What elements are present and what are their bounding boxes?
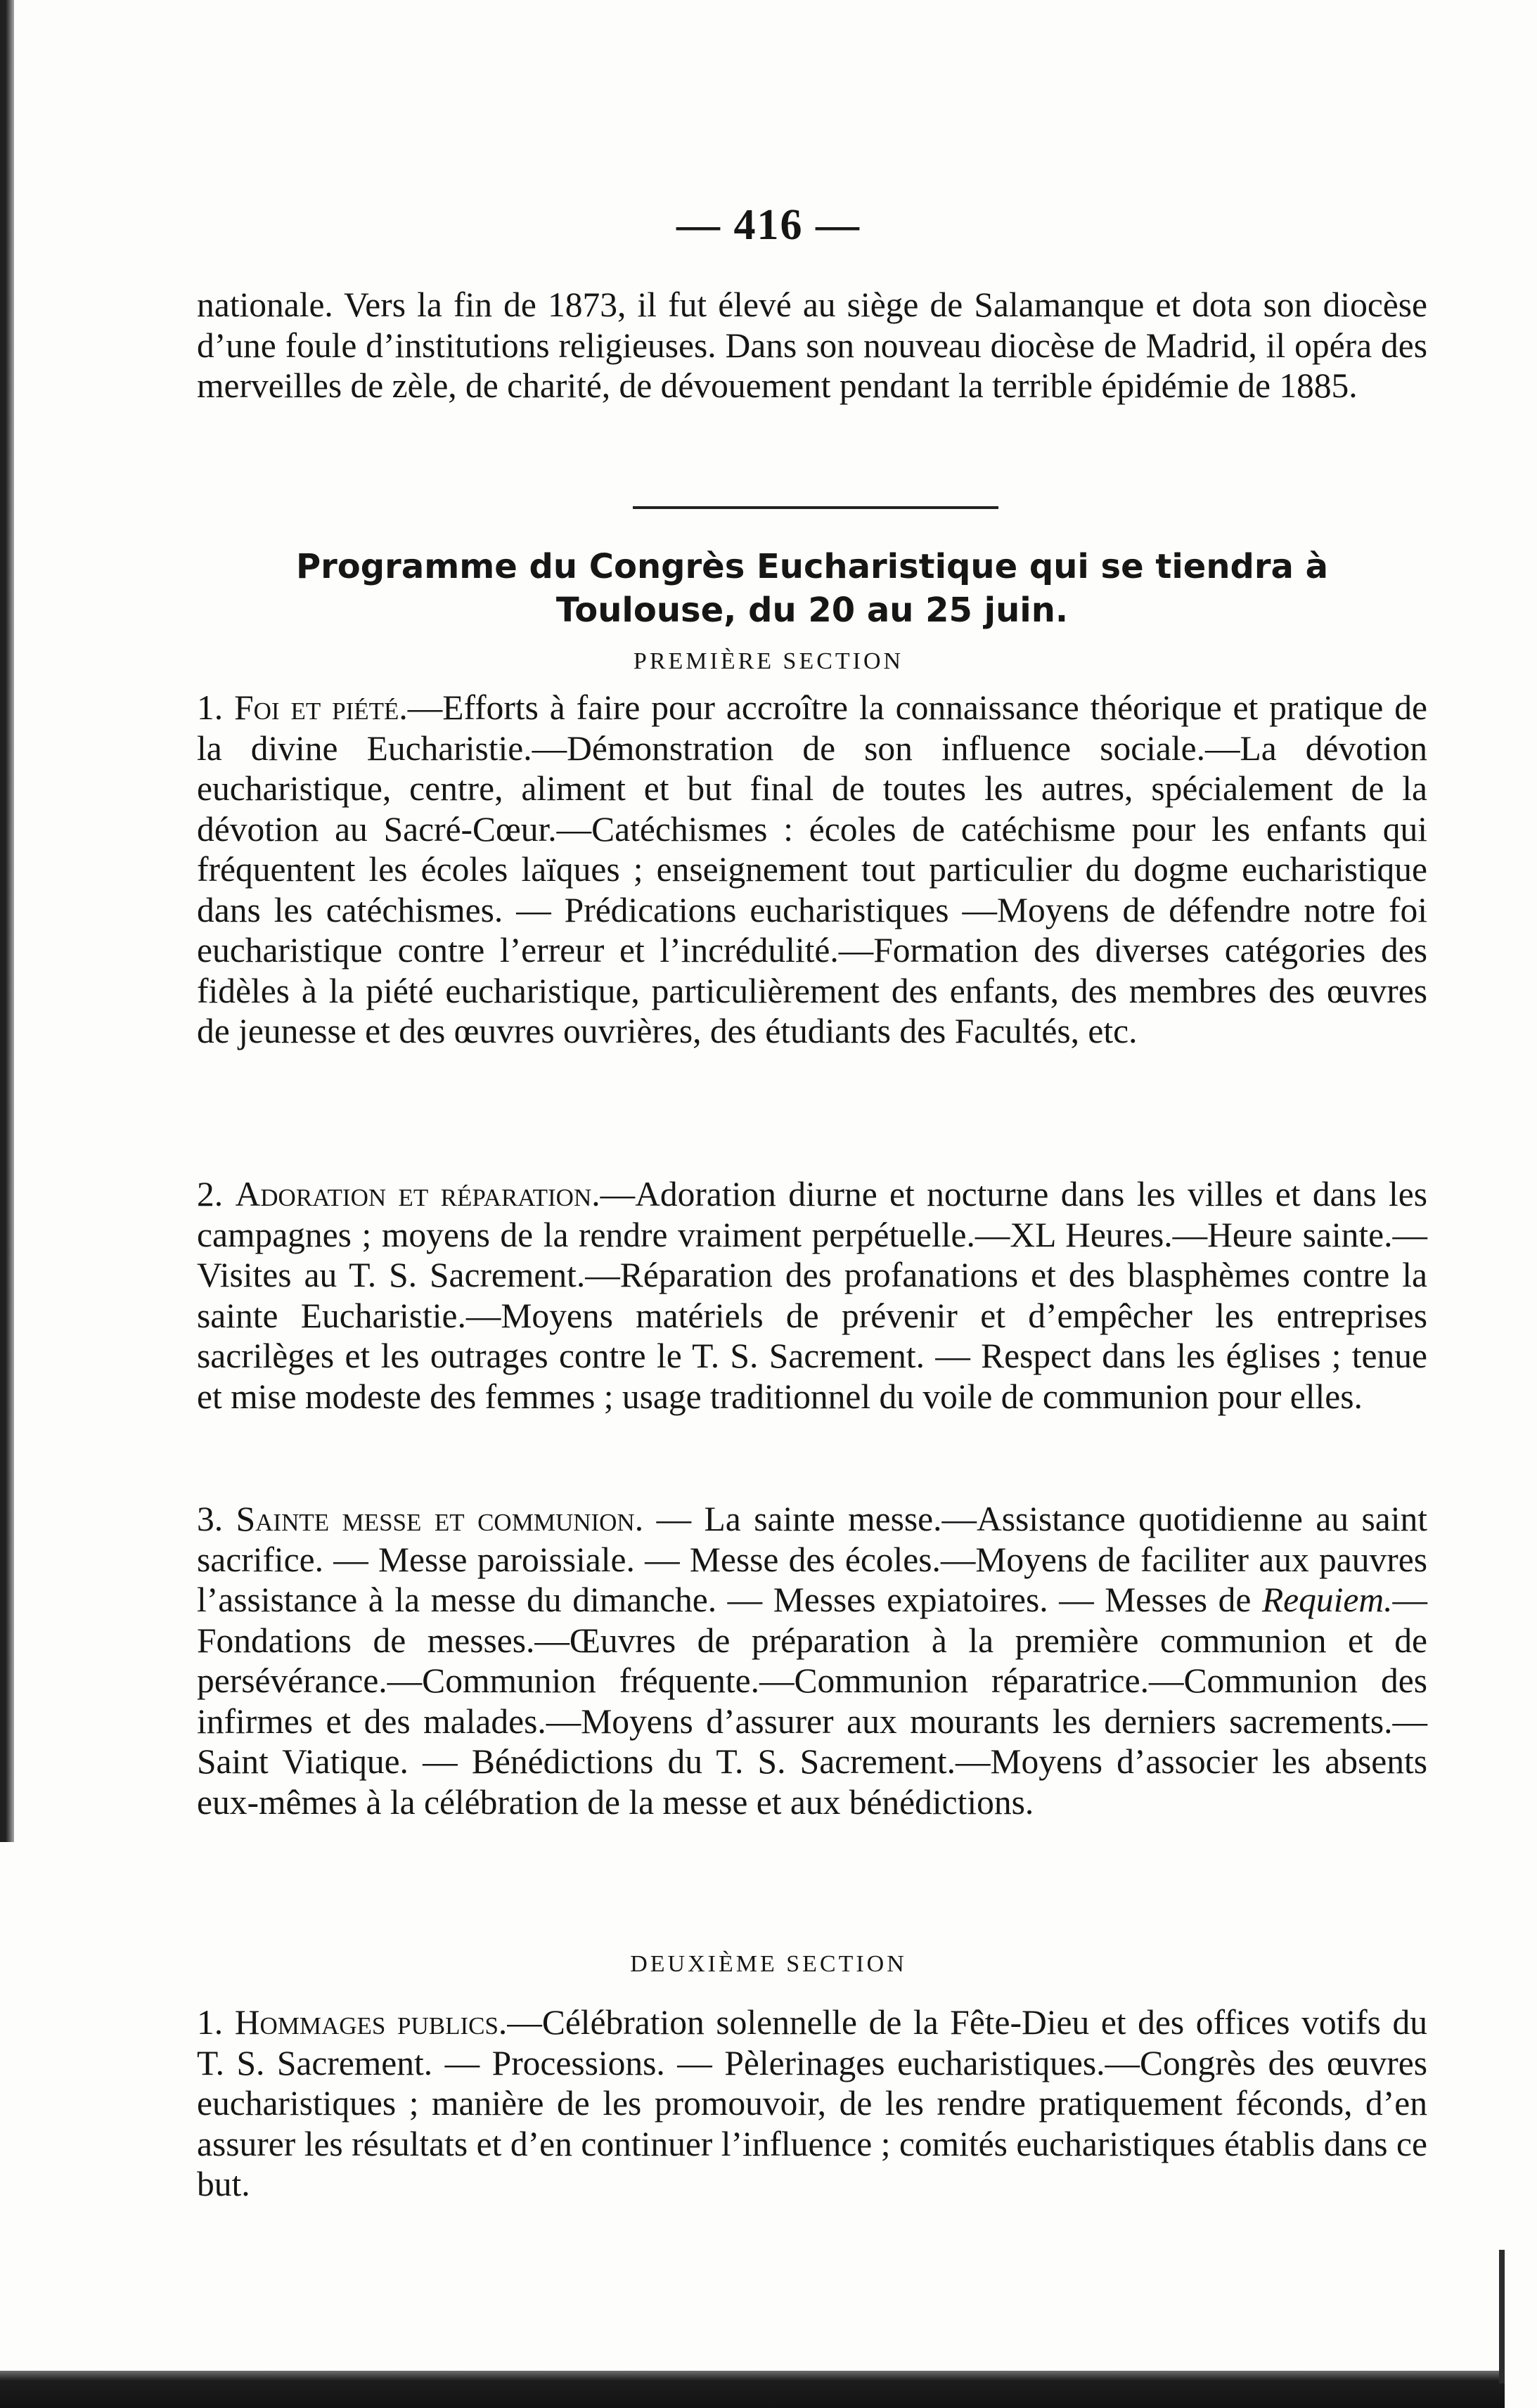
section-title-deuxieme: DEUXIÈME SECTION [630, 1951, 907, 1977]
heading-line-2: Toulouse, du 20 au 25 juin. [555, 591, 1069, 630]
scan-bottom-edge [0, 2371, 1505, 2408]
section-title-premiere: PREMIÈRE SECTION [633, 648, 904, 674]
item-label: Hommages publics. [234, 2003, 508, 2042]
item-text: —Fondations de messes.—Œuvres de préparation à la première communion et de persévérance.—Communion fréquente.—Communion réparatrice.—Communion des infirmes et des malades.—Moyens d’assurer aux mourants les derniers sacrements.—Saint Viatique. — Bénédictions du T. S. Sacrement.—Moyens d’associer les absents eux-mêmes à la célébration de la messe et aux bénédictions. [197, 1580, 1427, 1822]
item-number: 2. [197, 1175, 224, 1213]
item-text: — La sainte messe.—Assistance quotidienne au saint sacrifice. — Messe paroissiale. — Messe des écoles.—Moyens de faciliter aux pauvres l’assistance à la messe du dimanche. — Messes expiatoires. — Messes de [197, 1500, 1428, 1619]
separator-rule [633, 506, 998, 509]
item-label: Adoration et réparation. [235, 1175, 600, 1213]
section-1-item-1 [197, 688, 1427, 1052]
scan-binding-edge [0, 0, 14, 1842]
item-label: Foi et piété. [234, 688, 408, 727]
item-text: —Célébration solennelle de la Fête-Dieu et des offices votifs du T. S. Sacrement. — Processions. — Pèlerinages eucharistiques.—Congrès des œuvres eucharistiques ; manière de les promouvoir, de les rendre pratiquement féconds, d’en assurer les résultats et d’en continuer l’influence ; comités eucharistiques établis dans ce but. [197, 2003, 1427, 2203]
scan-right-edge [1499, 2250, 1505, 2383]
item-italic-text: Requiem. [1261, 1580, 1393, 1619]
item-number: 3. [197, 1500, 224, 1538]
item-text: —Adoration diurne et nocturne dans les villes et dans les campagnes ; moyens de la rendre vraiment perpétuelle.—XL Heures.—Heure sainte.—Visites au T. S. Sacrement.—Réparation des profanations et des blasphèmes contre la sainte Eucharistie.—Moyens matériels de prévenir et d’empêcher les entreprises sacrilèges et les outrages contre le T. S. Sacrement. — Respect dans les églises ; tenue et mise modeste des femmes ; usage traditionnel du voile de communion pour elles. [197, 1175, 1428, 1416]
section-1-item-3 [197, 1499, 1427, 1822]
section-1-item-2 [197, 1174, 1427, 1417]
item-number: 1. [197, 688, 224, 727]
item-number: 1. [197, 2003, 224, 2042]
item-label: Sainte messe et communion. [236, 1500, 644, 1538]
item-text: —Efforts à faire pour accroître la connaissance théorique et pratique de la divine Eucharistie.—Démonstration de son influence sociale.—La dévotion eucharistique, centre, aliment et but final de toutes les autres, spécialement de la dévotion au Sacré-Cœur.—Catéchismes : écoles de catéchisme pour les enfants qui fréquentent les écoles laïques ; enseignement tout particulier du dogme eucharistique dans les catéchismes. — Prédications eucharistiques —Moyens de défendre notre foi eucharistique contre l’erreur et l’incrédulité.—Formation des diverses catégories des fidèles à la piété eucharistique, particulièrement des enfants, des membres des œuvres de jeunesse et des œuvres ouvrières, des étudiants des Facultés, etc. [197, 688, 1427, 1050]
intro-paragraph: nationale. Vers la fin de 1873, il fut élevé au siège de Salamanque et dota son diocèse d’une foule d’institutions religieuses. Dans son nouveau diocèse de Madrid, il opéra des merveilles de zèle, de charité, de dévouement pendant la terrible épidémie de 1885. [197, 285, 1427, 405]
programme-heading [197, 545, 1427, 632]
section-2-item-1 [197, 2002, 1427, 2205]
heading-line-1: Programme du Congrès Eucharistique qui se tiendra à [295, 547, 1329, 586]
page-number: — 416 — [676, 201, 861, 249]
